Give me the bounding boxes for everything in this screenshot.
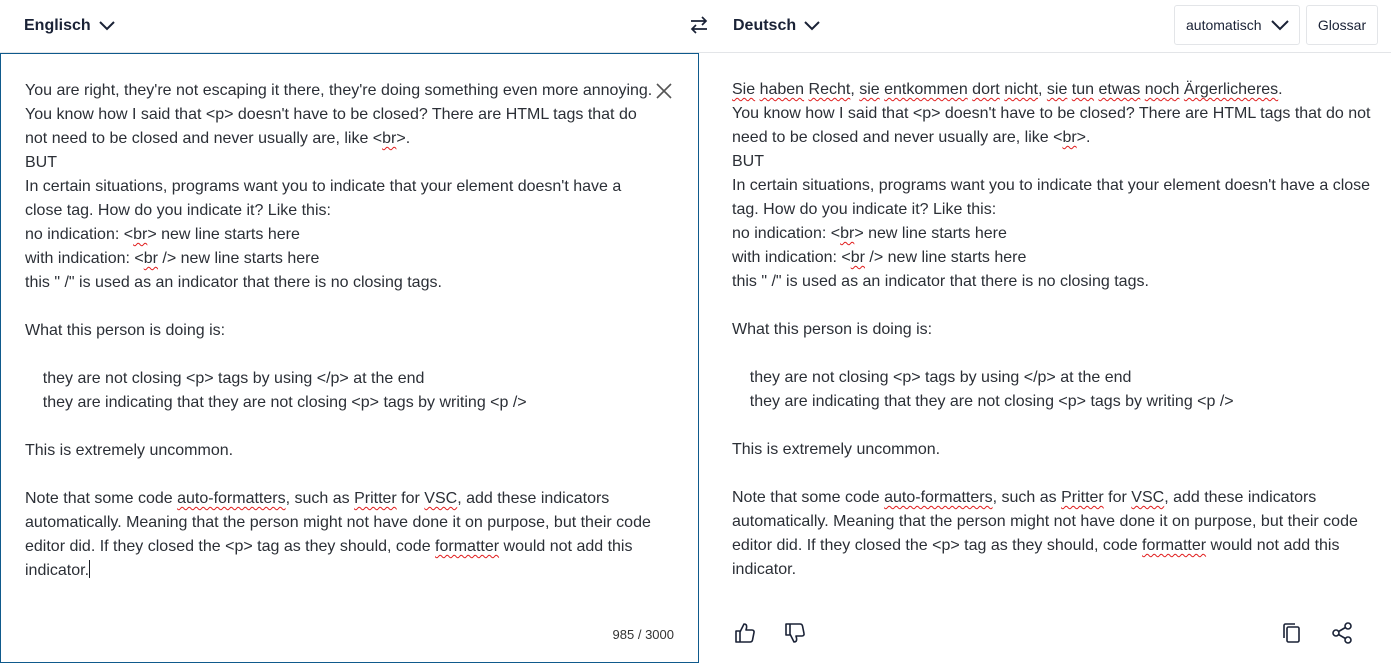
text-line <box>732 246 1370 270</box>
text-segment: for <box>396 490 425 507</box>
misspelled-word: br <box>1062 129 1077 146</box>
copy-icon[interactable] <box>1280 621 1304 645</box>
chevron-down-icon <box>804 21 820 31</box>
text-segment: close tag. How do you indicate it? Like this: <box>25 202 331 219</box>
text-line <box>25 175 652 199</box>
text-caret <box>89 560 90 578</box>
misspelled-word: Pritter <box>1061 489 1104 506</box>
text-segment: automatically. Meaning that the person might not have done it on purpose, but their code <box>732 513 1358 530</box>
text-segment: , <box>850 81 860 98</box>
text-line <box>25 487 652 511</box>
misspelled-word: auto-formatters <box>177 490 286 507</box>
text-segment: they are not closing <p> tags by using </p> at the end <box>732 369 1132 386</box>
text-line <box>732 534 1370 558</box>
text-line <box>25 127 652 151</box>
text-segment: with indication: < <box>25 250 144 267</box>
text-segment: editor did. If they closed the <p> tag as they should, code <box>25 538 436 555</box>
glossary-button[interactable]: Glossar <box>1306 5 1378 45</box>
text-segment: BUT <box>732 153 764 170</box>
text-segment: they are indicating that they are not closing <p> tags by writing <p /> <box>25 394 527 411</box>
misspelled-word: tun <box>1071 81 1095 98</box>
text-line <box>732 366 1370 390</box>
text-segment: You know how I said that <p> doesn't have to be closed? There are HTML tags that do <box>25 106 637 123</box>
misspelled-word: br <box>133 226 148 243</box>
formality-dropdown[interactable] <box>1174 5 1300 45</box>
text-segment: /> new line starts here <box>157 250 320 267</box>
misspelled-word: etwas <box>1098 81 1141 98</box>
language-bar <box>0 0 1391 53</box>
text-line <box>732 486 1370 510</box>
text-segment: with indication: < <box>732 249 851 266</box>
text-line <box>732 438 1370 462</box>
text-segment: In certain situations, programs want you to indicate that your element doesn't have a <box>25 178 622 195</box>
thumbs-down-icon[interactable] <box>783 621 807 645</box>
text-segment: , <box>1038 81 1047 98</box>
misspelled-word: haben <box>759 81 805 98</box>
text-segment: . <box>1278 81 1283 98</box>
text-segment: This is extremely uncommon. <box>25 442 234 459</box>
misspelled-word: nicht <box>1004 81 1038 98</box>
text-line <box>25 223 652 247</box>
translation-panel <box>699 53 1391 663</box>
text-line <box>25 463 652 487</box>
text-line <box>732 222 1370 246</box>
misspelled-word: Recht <box>808 81 851 98</box>
swap-arrows-icon[interactable] <box>688 14 710 36</box>
close-icon[interactable] <box>655 82 673 100</box>
text-segment: would not add this <box>1206 537 1340 554</box>
text-segment: > new line starts here <box>854 225 1007 242</box>
formality-value: automatisch <box>1186 17 1262 33</box>
text-line <box>732 510 1370 534</box>
text-line <box>732 198 1370 222</box>
text-segment: tag. How do you indicate it? Like this: <box>732 201 997 218</box>
text-segment: they are not closing <p> tags by using </p> at the end <box>25 370 425 387</box>
misspelled-word: VSC <box>424 490 458 507</box>
text-segment: for <box>1103 489 1132 506</box>
source-language-selector[interactable] <box>24 13 115 39</box>
misspelled-word: br <box>143 250 158 267</box>
chevron-down-icon <box>99 21 115 31</box>
misspelled-word: VSC <box>1131 489 1165 506</box>
source-language-label: Englisch <box>24 17 91 34</box>
text-segment: , such as <box>992 489 1062 506</box>
misspelled-word: br <box>850 249 865 266</box>
text-segment: BUT <box>25 154 57 171</box>
text-segment: Note that some code <box>25 490 178 507</box>
text-segment: indicator. <box>732 561 797 578</box>
text-segment: This is extremely uncommon. <box>732 441 941 458</box>
text-segment: indicator. <box>25 562 90 579</box>
misspelled-word: formatter <box>435 538 500 555</box>
misspelled-word: br <box>382 130 397 147</box>
source-textarea[interactable] <box>25 79 652 583</box>
text-segment: /> new line starts here <box>864 249 1027 266</box>
text-line <box>25 343 652 367</box>
source-text-panel[interactable] <box>0 53 699 663</box>
text-segment: no indication: < <box>25 226 134 243</box>
text-line <box>25 511 652 535</box>
misspelled-word: Pritter <box>354 490 397 507</box>
misspelled-word: Sie <box>732 81 756 98</box>
text-line <box>25 271 652 295</box>
misspelled-word: Ärgerlicheres <box>1183 81 1279 98</box>
misspelled-word: dort <box>972 81 1000 98</box>
text-line <box>25 559 652 583</box>
text-segment: need to be closed and never usually are, like < <box>732 129 1063 146</box>
text-segment: they are indicating that they are not closing <p> tags by writing <p /> <box>732 393 1234 410</box>
text-segment: , add these indicators <box>457 490 610 507</box>
text-line <box>25 151 652 175</box>
character-counter: 985 / 3000 <box>612 627 674 642</box>
text-segment: this " /" is used as an indicator that there is no closing tags. <box>25 274 442 291</box>
text-segment: editor did. If they closed the <p> tag as they should, code <box>732 537 1143 554</box>
text-line <box>732 270 1370 294</box>
misspelled-word: sie <box>1046 81 1068 98</box>
text-segment: What this person is doing is: <box>25 322 226 339</box>
text-line <box>25 247 652 271</box>
text-segment: , add these indicators <box>1164 489 1317 506</box>
text-segment: >. <box>396 130 411 147</box>
misspelled-word: auto-formatters <box>884 489 993 506</box>
text-line <box>25 535 652 559</box>
misspelled-word: entkommen <box>884 81 968 98</box>
misspelled-word: sie <box>859 81 880 98</box>
text-segment: You are right, they're not escaping it there, they're doing something even more annoying. <box>25 82 653 99</box>
thumbs-up-icon[interactable] <box>733 621 757 645</box>
text-line <box>732 414 1370 438</box>
text-line <box>732 558 1370 582</box>
text-segment: this " /" is used as an indicator that there is no closing tags. <box>732 273 1149 290</box>
text-line <box>25 439 652 463</box>
text-line <box>25 391 652 415</box>
misspelled-word: formatter <box>1142 537 1207 554</box>
text-line <box>732 78 1370 102</box>
text-line <box>25 199 652 223</box>
text-line <box>732 390 1370 414</box>
text-segment: In certain situations, programs want you to indicate that your element doesn't have a close <box>732 177 1371 194</box>
misspelled-word: noch <box>1144 81 1180 98</box>
text-line <box>732 150 1370 174</box>
text-segment: > new line starts here <box>147 226 300 243</box>
text-segment: no indication: < <box>732 225 841 242</box>
text-line <box>732 126 1370 150</box>
target-language-label: Deutsch <box>733 17 797 34</box>
text-line <box>25 367 652 391</box>
text-segment: not need to be closed and never usually are, like < <box>25 130 383 147</box>
text-line <box>25 415 652 439</box>
misspelled-word: br <box>840 225 855 242</box>
text-line <box>732 318 1370 342</box>
text-segment: , such as <box>285 490 355 507</box>
text-line <box>732 174 1370 198</box>
text-segment: You know how I said that <p> doesn't have to be closed? There are HTML tags that do not <box>732 105 1371 122</box>
text-line <box>25 79 652 103</box>
text-segment: What this person is doing is: <box>732 321 933 338</box>
share-icon[interactable] <box>1330 621 1354 645</box>
text-line <box>732 462 1370 486</box>
text-line <box>732 294 1370 318</box>
target-language-selector[interactable] <box>733 13 820 39</box>
text-line <box>25 319 652 343</box>
text-segment: Note that some code <box>732 489 885 506</box>
text-line <box>732 102 1370 126</box>
text-line <box>732 342 1370 366</box>
text-line <box>25 103 652 127</box>
text-segment: automatically. Meaning that the person might not have done it on purpose, but their code <box>25 514 651 531</box>
text-segment: would not add this <box>499 538 633 555</box>
text-segment: >. <box>1076 129 1091 146</box>
translation-text[interactable] <box>732 78 1370 582</box>
text-line <box>25 295 652 319</box>
chevron-down-icon <box>1271 20 1289 31</box>
